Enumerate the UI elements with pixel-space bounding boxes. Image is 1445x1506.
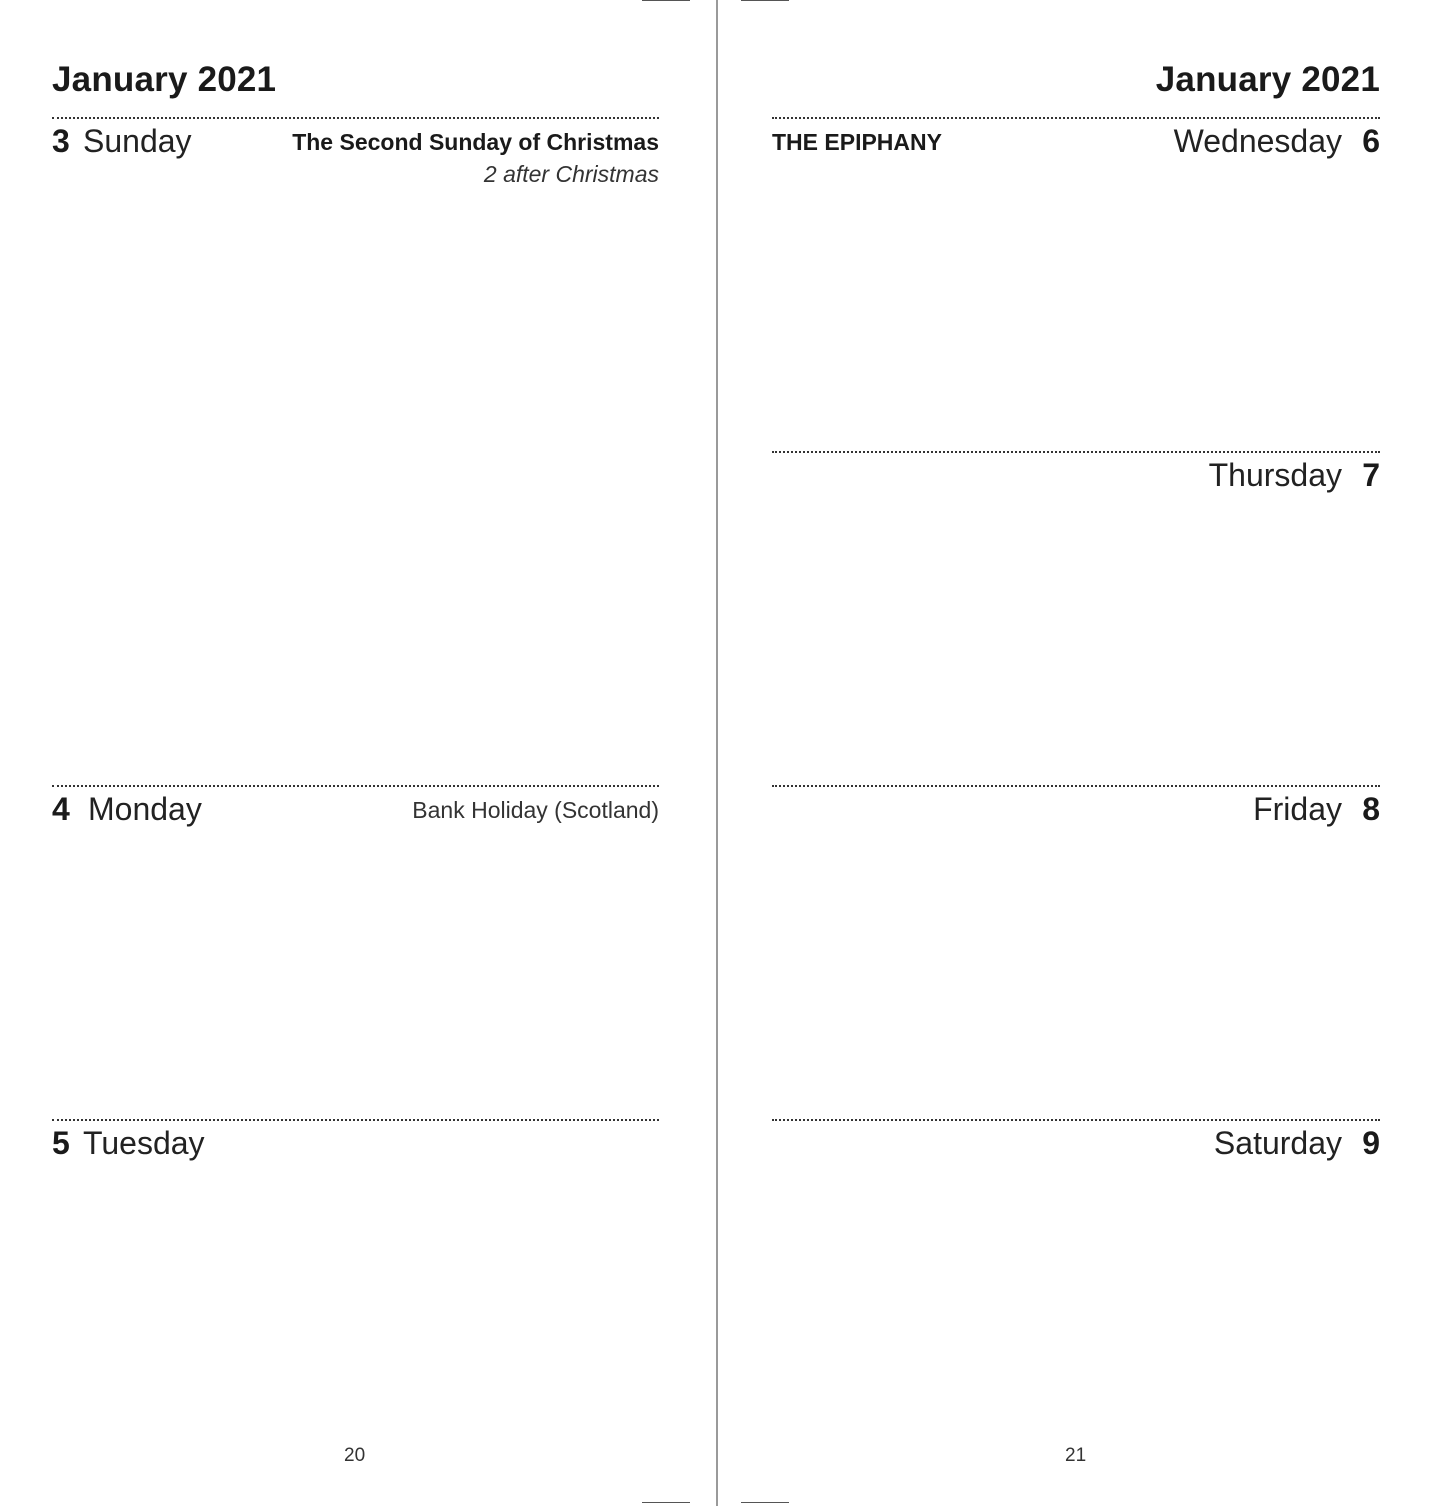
- day-number: 3: [52, 123, 70, 159]
- day-entry-tuesday[interactable]: [52, 1119, 659, 1161]
- day-entry-thursday[interactable]: [772, 451, 1380, 493]
- day-entry-sunday[interactable]: [52, 117, 659, 187]
- observance-note: The Second Sunday of Christmas: [292, 129, 659, 155]
- page-number: 20: [344, 1445, 366, 1466]
- day-name: Wednesday: [1173, 123, 1342, 159]
- day-number: 9: [1362, 1125, 1380, 1161]
- month-title: January 2021: [52, 60, 277, 99]
- day-number: 6: [1362, 123, 1380, 159]
- day-entry-monday[interactable]: [52, 785, 659, 827]
- day-number: 7: [1362, 457, 1380, 493]
- holiday-note: Bank Holiday (Scotland): [412, 797, 659, 823]
- day-number: 4: [52, 791, 70, 827]
- day-entry-wednesday[interactable]: [772, 117, 1380, 159]
- day-number: 5: [52, 1125, 70, 1161]
- right-page: [772, 0, 1380, 1506]
- day-name: Tuesday: [83, 1125, 205, 1161]
- day-name: Saturday: [1213, 1125, 1342, 1161]
- day-entry-friday[interactable]: [772, 785, 1380, 827]
- day-number: 8: [1362, 791, 1380, 827]
- day-name: Monday: [88, 791, 202, 827]
- page-spine: [716, 0, 718, 1506]
- observance-subnote: 2 after Christmas: [483, 161, 659, 187]
- day-entry-saturday[interactable]: [772, 1119, 1380, 1161]
- month-title: January 2021: [1155, 60, 1380, 99]
- page-number: 21: [1065, 1445, 1087, 1466]
- left-page: [52, 0, 659, 1506]
- day-name: Thursday: [1208, 457, 1342, 493]
- day-name: Friday: [1253, 791, 1342, 827]
- feast-label: THE EPIPHANY: [772, 129, 942, 155]
- day-name: Sunday: [83, 123, 192, 159]
